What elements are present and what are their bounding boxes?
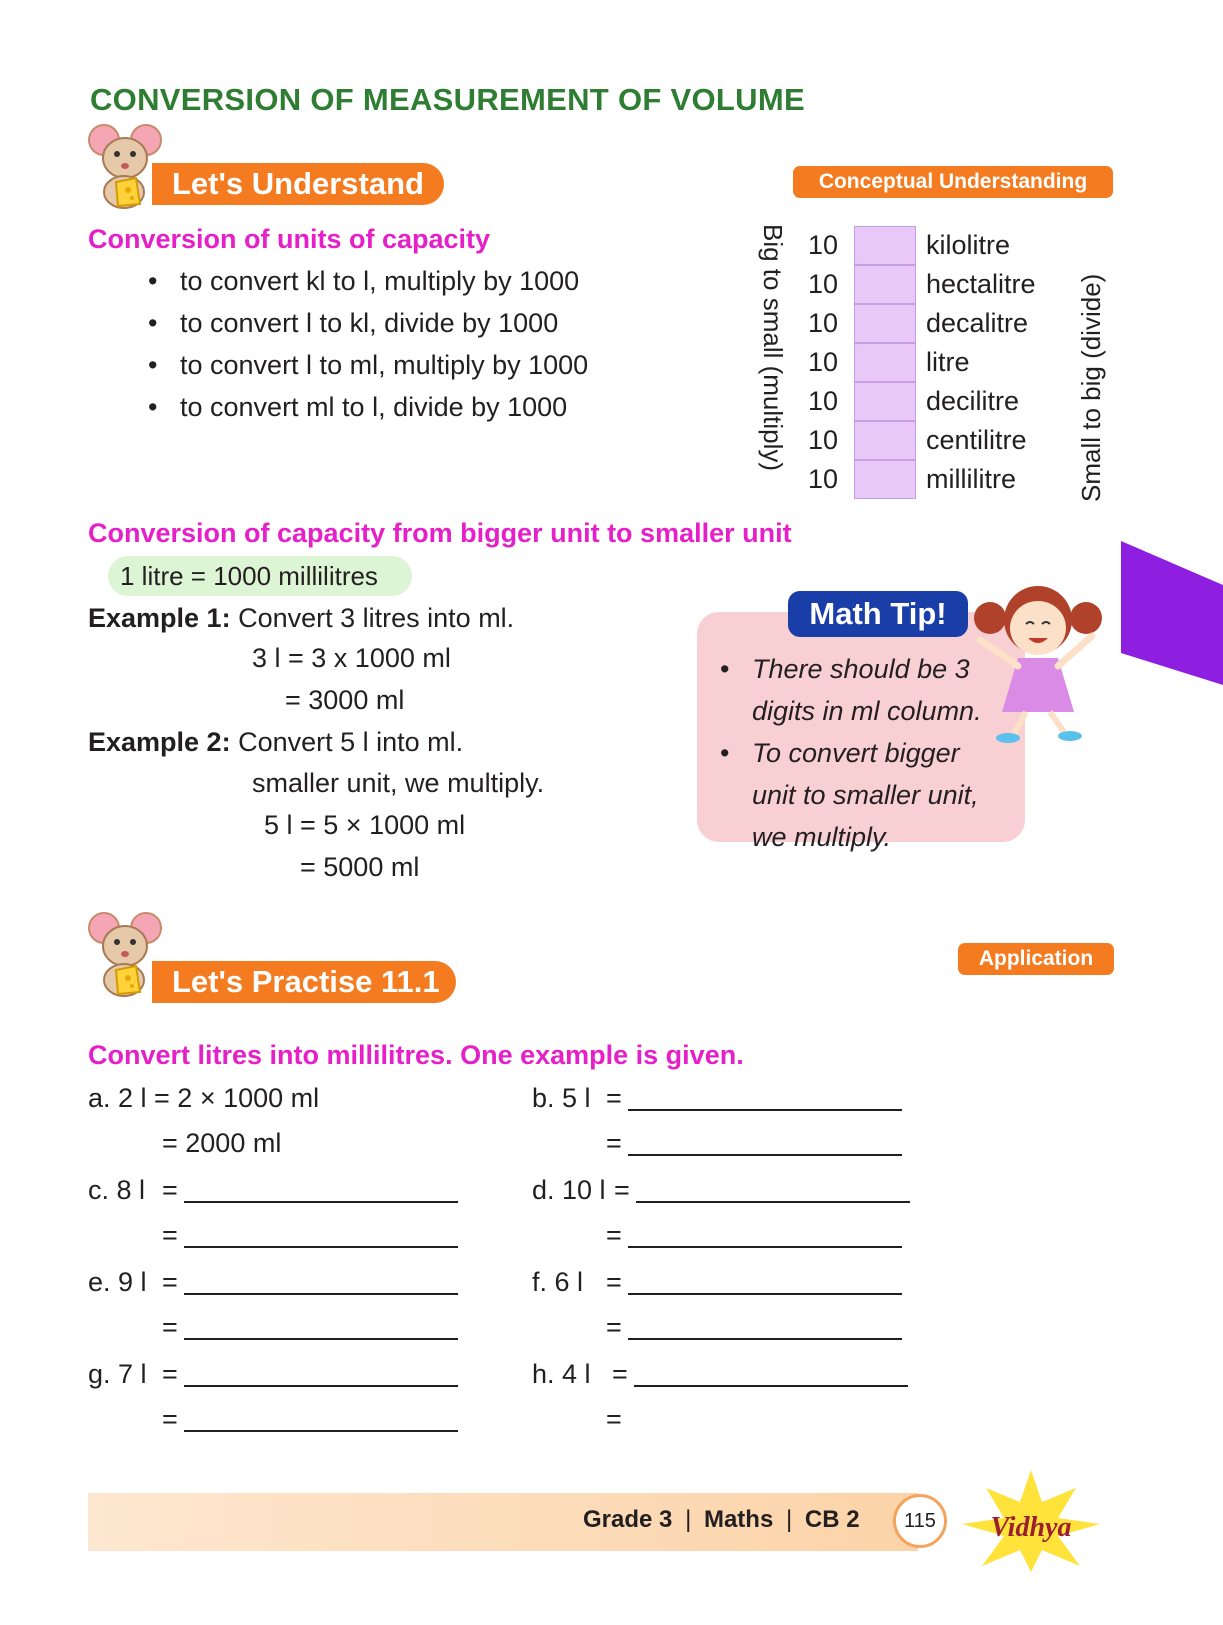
answer-line[interactable] — [184, 1267, 458, 1295]
example-1 — [88, 603, 514, 634]
example-2-text: Convert 5 l into ml. — [238, 727, 464, 757]
application-tag: Application — [958, 943, 1114, 975]
page-number: 115 — [893, 1494, 947, 1548]
example-2 — [88, 727, 463, 758]
unit-box — [854, 421, 916, 460]
item-b-label: b. 5 l — [532, 1083, 591, 1113]
example-2-line-3: = 5000 ml — [300, 852, 420, 882]
equals-sign: = — [162, 1220, 178, 1250]
unit-name: decilitre — [926, 386, 1020, 416]
unit-name: millilitre — [926, 464, 1016, 494]
equals-sign: = — [606, 1267, 622, 1297]
answer-line[interactable] — [184, 1312, 458, 1340]
conversion-rules-list — [148, 260, 588, 428]
answer-line[interactable] — [636, 1175, 910, 1203]
item-g-label: g. 7 l — [88, 1359, 147, 1389]
item-c-label: c. 8 l — [88, 1175, 146, 1205]
unit-factor: 10 — [808, 347, 839, 377]
answer-line[interactable] — [184, 1220, 458, 1248]
footer-text — [583, 1506, 860, 1534]
answer-line[interactable] — [628, 1128, 902, 1156]
item-h-label: h. 4 l — [532, 1359, 591, 1389]
unit-factor: 10 — [808, 308, 839, 338]
equals-sign: = — [606, 1312, 622, 1342]
unit-box — [854, 226, 916, 265]
answer-line[interactable] — [628, 1220, 902, 1248]
equals-sign: = — [606, 1083, 622, 1113]
unit-name: kilolitre — [926, 230, 1011, 260]
unit-name: decalitre — [926, 308, 1029, 338]
unit-box — [854, 382, 916, 421]
page-title: CONVERSION OF MEASUREMENT OF VOLUME — [90, 82, 805, 117]
big-to-small-text: Big to small (multiply) — [758, 224, 788, 472]
equals-sign: = — [606, 1220, 622, 1250]
litre-fact-box: 1 litre = 1000 millilitres — [108, 556, 412, 596]
answer-line[interactable] — [628, 1267, 902, 1295]
girl-illustration-icon — [968, 578, 1108, 746]
item-f-label: f. 6 l — [532, 1267, 584, 1297]
answer-line[interactable] — [184, 1359, 458, 1387]
unit-name: hectalitre — [926, 269, 1036, 299]
example-2-line-2: 5 l = 5 × 1000 ml — [264, 810, 466, 840]
math-tip-item: • To convert bigger unit to smaller unit, we multiply. — [720, 732, 990, 858]
footer-subject: Maths — [703, 1506, 774, 1533]
unit-factor: 10 — [808, 425, 839, 455]
equals-sign: = — [612, 1359, 628, 1389]
unit-name: centilitre — [926, 425, 1027, 455]
units-capacity-heading: Conversion of units of capacity — [88, 224, 491, 254]
rule-item: • to convert kl to l, multiply by 1000 — [148, 260, 588, 302]
answer-line[interactable] — [184, 1404, 458, 1432]
brand-name: Vidhya — [990, 1512, 1072, 1543]
practise-example-line-2: = 2000 ml — [162, 1128, 282, 1158]
answer-line[interactable] — [628, 1312, 902, 1340]
math-tip-list — [720, 648, 990, 858]
equals-sign: = — [614, 1175, 630, 1205]
item-e-label: e. 9 l — [88, 1267, 147, 1297]
bigger-smaller-heading: Conversion of capacity from bigger unit to smaller unit — [88, 518, 792, 548]
unit-factor: 10 — [808, 269, 839, 299]
rule-item: • to convert l to kl, divide by 1000 — [148, 302, 588, 344]
unit-box — [854, 265, 916, 304]
unit-box — [854, 460, 916, 499]
equals-sign: = — [606, 1404, 622, 1434]
unit-factor: 10 — [808, 464, 839, 494]
equals-sign: = — [162, 1267, 178, 1297]
rule-item: • to convert l to ml, multiply by 1000 — [148, 344, 588, 386]
example-2-label: Example 2: — [88, 727, 231, 757]
answer-line[interactable] — [634, 1359, 908, 1387]
unit-factor: 10 — [808, 386, 839, 416]
vidhya-logo-icon — [950, 1466, 1112, 1574]
footer-grade: Grade 3 — [583, 1506, 673, 1533]
big-to-small-label — [758, 224, 790, 514]
footer-separator: | — [785, 1506, 793, 1533]
unit-factor: 10 — [808, 230, 839, 260]
small-to-big-text: Small to big (divide) — [1076, 273, 1106, 502]
equals-sign: = — [162, 1312, 178, 1342]
example-1-label: Example 1: — [88, 603, 231, 633]
example-2-line-1: smaller unit, we multiply. — [252, 768, 545, 798]
equals-sign: = — [162, 1359, 178, 1389]
example-1-line-1: 3 l = 3 x 1000 ml — [252, 643, 451, 673]
footer-book: CB 2 — [804, 1506, 860, 1533]
unit-box — [854, 304, 916, 343]
lets-practise-label: Let's Practise 11.1 — [152, 961, 456, 1003]
answer-line[interactable] — [184, 1175, 458, 1203]
footer-separator: | — [685, 1506, 692, 1533]
rule-item: • to convert ml to l, divide by 1000 — [148, 386, 588, 428]
math-tip-heading: Math Tip! — [788, 591, 968, 637]
chapter-tab-icon — [1121, 541, 1223, 685]
item-d-label: d. 10 l — [532, 1175, 606, 1205]
unit-name: litre — [926, 347, 970, 377]
unit-box — [854, 343, 916, 382]
math-tip-item: • There should be 3 digits in ml column. — [720, 648, 990, 732]
equals-sign: = — [162, 1404, 178, 1434]
example-1-line-2: = 3000 ml — [285, 685, 405, 715]
equals-sign: = — [606, 1128, 622, 1158]
answer-line[interactable] — [628, 1083, 902, 1111]
lets-understand-label: Let's Understand — [152, 163, 444, 205]
conceptual-understanding-tag: Conceptual Understanding — [793, 166, 1113, 198]
equals-sign: = — [162, 1175, 178, 1205]
practise-heading: Convert litres into millilitres. One example is given. — [88, 1040, 744, 1070]
practise-example-line-1: a. 2 l = 2 × 1000 ml — [88, 1083, 320, 1113]
example-1-text: Convert 3 litres into ml. — [238, 603, 515, 633]
small-to-big-label — [1074, 224, 1106, 506]
